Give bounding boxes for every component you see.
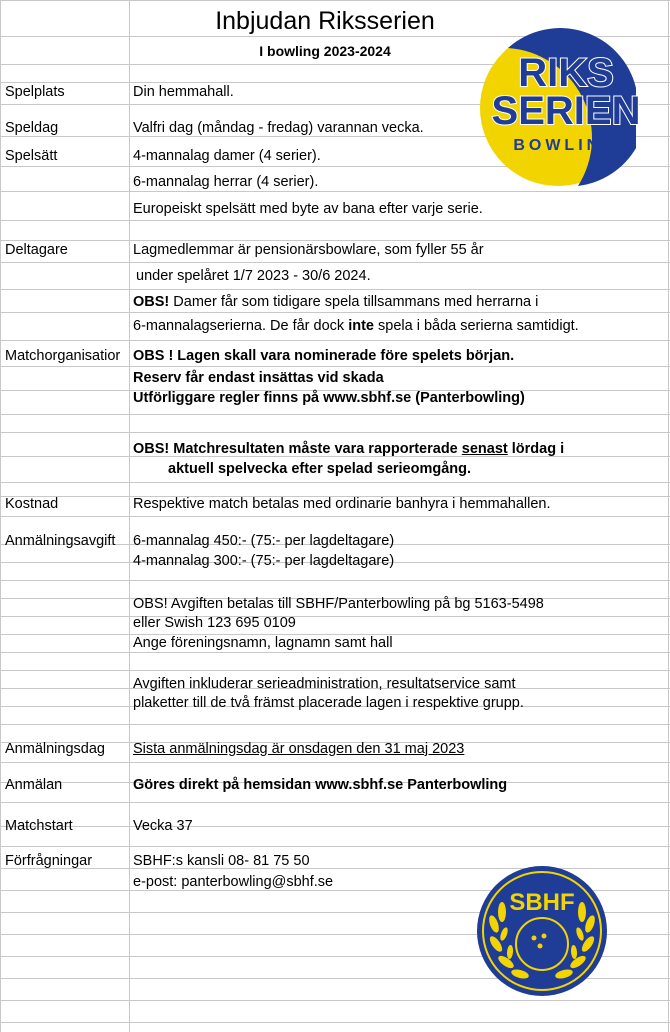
deltagare-4-c: spela i båda serierna samtidigt. bbox=[373, 318, 579, 334]
value-avgift-2: 4-mannalag 300:- (75:- per lagdeltagare) bbox=[133, 553, 395, 569]
page-title: Inbjudan Riksserien bbox=[215, 7, 435, 35]
value-matchorg-3: Utförliggare regler finns på www.sbhf.se (Panterbowling) bbox=[133, 390, 525, 406]
riks-logo-line2: SERIEN bbox=[491, 89, 641, 133]
sbhf-logo bbox=[474, 864, 610, 998]
value-forfragningar-2: e-post: panterbowling@sbhf.se bbox=[133, 874, 334, 890]
label-matchstart: Matchstart bbox=[5, 818, 73, 834]
value-matchorg-2: Reserv får endast insättas vid skada bbox=[133, 370, 384, 386]
label-speldag: Speldag bbox=[5, 120, 59, 136]
senast-underlined: senast bbox=[461, 441, 508, 457]
label-matchorganisation: Matchorganisatior bbox=[5, 348, 121, 364]
value-deltagare-2: under spelåret 1/7 2023 - 30/6 2024. bbox=[136, 268, 371, 284]
value-avgift-5: Ange föreningsnamn, lagnamn samt hall bbox=[133, 635, 393, 651]
matchorg-4-c: lördag i bbox=[507, 441, 565, 457]
value-anmalningsdag: Sista anmälningsdag är onsdagen den 31 maj 2023 bbox=[133, 741, 465, 757]
label-anmalningsdag: Anmälningsdag bbox=[5, 741, 105, 757]
value-matchstart: Vecka 37 bbox=[133, 818, 193, 834]
label-kostnad: Kostnad bbox=[5, 496, 59, 512]
riks-logo-line3: BOWLING bbox=[513, 137, 619, 154]
riks-logo-line1: RIKS bbox=[518, 51, 614, 95]
deltagare-3-rest: Damer får som tidigare spela tillsammans med herrarna i bbox=[169, 294, 539, 310]
value-matchorg-1: OBS ! Lagen skall vara nominerade före spelets början. bbox=[133, 348, 515, 364]
label-spelsatt: Spelsätt bbox=[5, 148, 58, 164]
bowling-ball-icon bbox=[516, 918, 568, 970]
riksserien-logo bbox=[468, 28, 664, 192]
obs-bold: OBS! bbox=[133, 294, 170, 310]
value-deltagare-1: Lagmedlemmar är pensionärsbowlare, som fyller 55 år bbox=[133, 242, 484, 258]
page-subtitle: I bowling 2023-2024 bbox=[259, 43, 391, 59]
value-spelsatt-2: 6-mannalag herrar (4 serier). bbox=[133, 174, 319, 190]
value-anmalan: Göres direkt på hemsidan www.sbhf.se Panterbowling bbox=[133, 777, 508, 793]
value-avgift-1: 6-mannalag 450:- (75:- per lagdeltagare) bbox=[133, 533, 395, 549]
value-kostnad: Respektive match betalas med ordinarie banhyra i hemmahallen. bbox=[133, 496, 551, 512]
label-spelplats: Spelplats bbox=[5, 84, 65, 100]
value-deltagare-4 bbox=[133, 317, 579, 335]
matchorg-4-a: OBS! Matchresultaten måste vara rapporterade bbox=[133, 441, 462, 457]
value-spelsatt-1: 4-mannalag damer (4 serier). bbox=[133, 148, 321, 164]
value-spelsatt-3: Europeiskt spelsätt med byte av bana efter varje serie. bbox=[133, 201, 483, 217]
label-forfragningar: Förfrågningar bbox=[5, 853, 93, 869]
value-avgift-6: Avgiften inkluderar serieadministration, resultatservice samt bbox=[133, 676, 516, 692]
value-avgift-3: OBS! Avgiften betalas till SBHF/Panterbowling på bg 5163-5498 bbox=[133, 596, 544, 612]
label-anmalningsavgift: Anmälningsavgift bbox=[5, 533, 116, 549]
value-deltagare-3 bbox=[133, 293, 538, 311]
deltagare-4-a: 6-mannalagserierna. De får dock bbox=[133, 318, 349, 334]
inte-bold: inte bbox=[348, 318, 374, 334]
value-avgift-7: plaketter till de två främst placerade lagen i respektive grupp. bbox=[133, 695, 524, 711]
value-matchorg-5: aktuell spelvecka efter spelad serieomgång. bbox=[168, 461, 472, 477]
value-forfragningar-1: SBHF:s kansli 08- 81 75 50 bbox=[133, 853, 310, 869]
value-avgift-4: eller Swish 123 695 0109 bbox=[133, 615, 296, 631]
value-spelplats: Din hemmahall. bbox=[133, 84, 234, 100]
label-anmalan: Anmälan bbox=[5, 777, 63, 793]
sbhf-logo-text: SBHF bbox=[509, 889, 575, 916]
value-speldag: Valfri dag (måndag - fredag) varannan vecka. bbox=[133, 120, 424, 136]
value-matchorg-4 bbox=[133, 440, 564, 458]
label-deltagare: Deltagare bbox=[5, 242, 68, 258]
